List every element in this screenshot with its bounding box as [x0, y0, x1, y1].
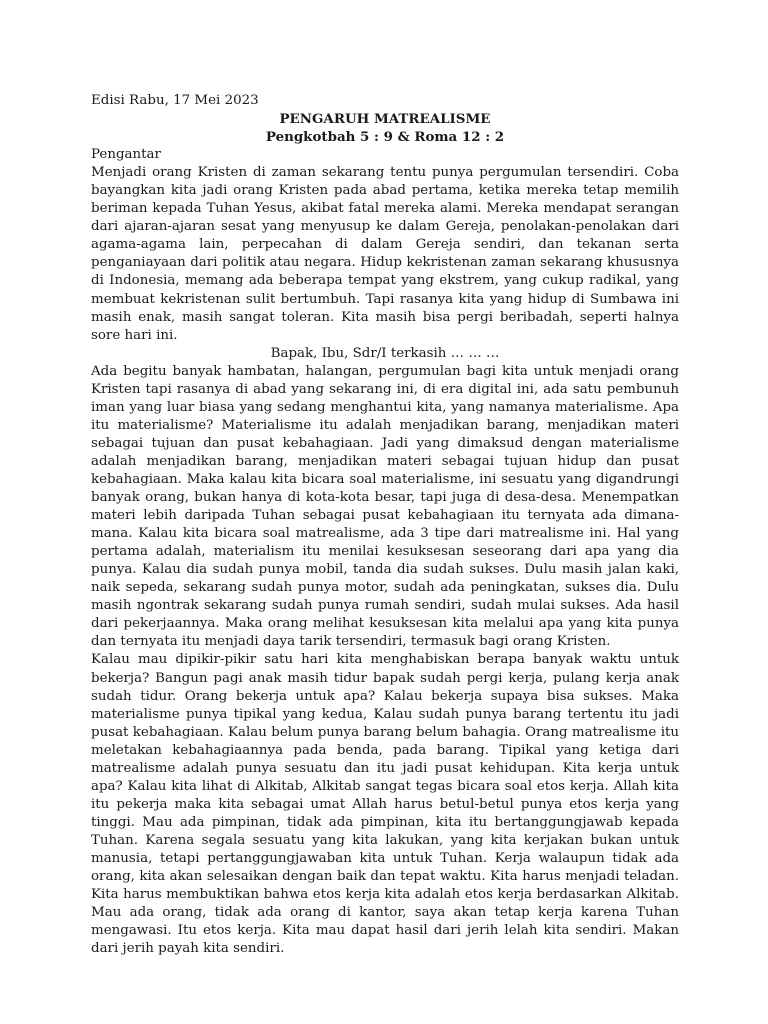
page-title: PENGARUH MATREALISME — [279, 111, 491, 128]
body-paragraph: Ada begitu banyak hambatan, halangan, pergumulan bagi kita untuk menjadi orang Kristen tapi rasanya di abad yang sekarang ini, di era digital ini, ada satu pembunuh iman yang luar biasa yang sedang menghantui kita, yang namanya materialisme. Apa itu materialisme? Materialisme itu adalah menjadikan barang, menjadikan materi sebagai tujuan dan pusat kebahagiaan. Jadi yang dimaksud dengan materialisme adalah menjadikan barang, menjadikan materi sebagai tujuan hidup dan pusat kebahagiaan. Maka kalau kita bicara soal materialisme, ini sesuatu yang digandrungi banyak orang, bukan hanya di kota-kota besar, tapi juga di desa-desa. Menempatkan materi lebih daripada Tuhan sebagai pusat kebahagiaan itu ternyata ada dimana-mana. Kalau kita bicara soal matrealisme, ada 3 tipe dari matrealisme ini. Hal yang pertama adalah, materialism itu menilai kesuksesan seseorang dari apa yang dia punya. Kalau dia sudah punya mobil, tanda dia sudah sukses. Dulu masih jalan kaki, naik sepeda, sekarang sudah punya motor, sudah ada peningkatan, sukses dia. Dulu masih ngontrak sekarang sudah punya rumah sendiri, sudah mulai sukses. Ada hasil dari pekerjaannya. Maka orang melihat kesuksesan kita melalui apa yang kita punya dan ternyata itu menjadi daya tarik tersendiri, termasuk bagi orang Kristen. — [91, 363, 679, 650]
intro-paragraph: Menjadi orang Kristen di zaman sekarang tentu punya pergumulan tersendiri. Coba bayangkan kita jadi orang Kristen pada abad pertama, ketika mereka tetap memilih beriman kepada Tuhan Yesus, akibat fatal mereka alami. Mereka mendapat serangan dari ajaran-ajaran sesat yang menyusup ke dalam Gereja, penolakan-penolakan dari agama-agama lain, perpecahan di dalam Gereja sendiri, dan tekanan serta penganiayaan dari politik atau negara. Hidup kekristenan zaman sekarang khususnya di Indonesia, memang ada beberapa tempat yang ekstrem, yang cukup radikal, yang membuat kekristenan sulit bertumbuh. Tapi rasanya kita yang hidup di Sumbawa ini masih enak, masih sangat toleran. Kita masih bisa pergi beribadah, seperti halnya sore hari ini. — [91, 165, 679, 343]
intro-heading: Pengantar — [91, 147, 161, 163]
sermon-page — [91, 92, 679, 958]
address-line: Bapak, Ibu, Sdr/I terkasih … … … — [270, 345, 500, 361]
edition-date: Edisi Rabu, 17 Mei 2023 — [91, 93, 259, 108]
body-paragraph: Kalau mau dipikir-pikir satu hari kita menghabiskan berapa banyak waktu untuk bekerja? Bangun pagi anak masih tidur bapak sudah pergi kerja, pulang kerja anak sudah tidur. Orang bekerja untuk apa? Kalau bekerja supaya bisa sukses. Maka materialisme punya tipikal yang kedua, Kalau sudah punya barang tertentu itu jadi pusat kebahagiaan. Kalau belum punya barang belum bahagia. Orang matrealisme itu meletakan kebahagiaannya pada benda, pada barang. Tipikal yang ketiga dari matrealisme adalah punya sesuatu dan itu jadi pusat kehidupan. Kita kerja untuk apa? Kalau kita lihat di Alkitab, Alkitab sangat tegas bicara soal etos kerja. Allah kita itu pekerja maka kita sebagai umat Allah harus betul-betul punya etos kerja yang tinggi. Mau ada pimpinan, tidak ada pimpinan, kita itu bertanggungjawab kepada Tuhan. Karena segala sesuatu yang kita lakukan, yang kita kerjakan bukan untuk manusia, tetapi pertanggungjawaban kita untuk Tuhan. Kerja walaupun tidak ada orang, kita akan selesaikan dengan baik dan tepat waktu. Kita harus menjadi teladan. Kita harus membuktikan bahwa etos kerja kita adalah etos kerja berdasarkan Alkitab. Mau ada orang, tidak ada orang di kantor, saya akan tetap kerja karena Tuhan mengawasi. Itu etos kerja. Kita mau dapat hasil dari jerih lelah kita sendiri. Makan dari jerih payah kita sendiri. — [91, 652, 679, 957]
scripture-reference: Pengkotbah 5 : 9 & Roma 12 : 2 — [265, 129, 505, 146]
